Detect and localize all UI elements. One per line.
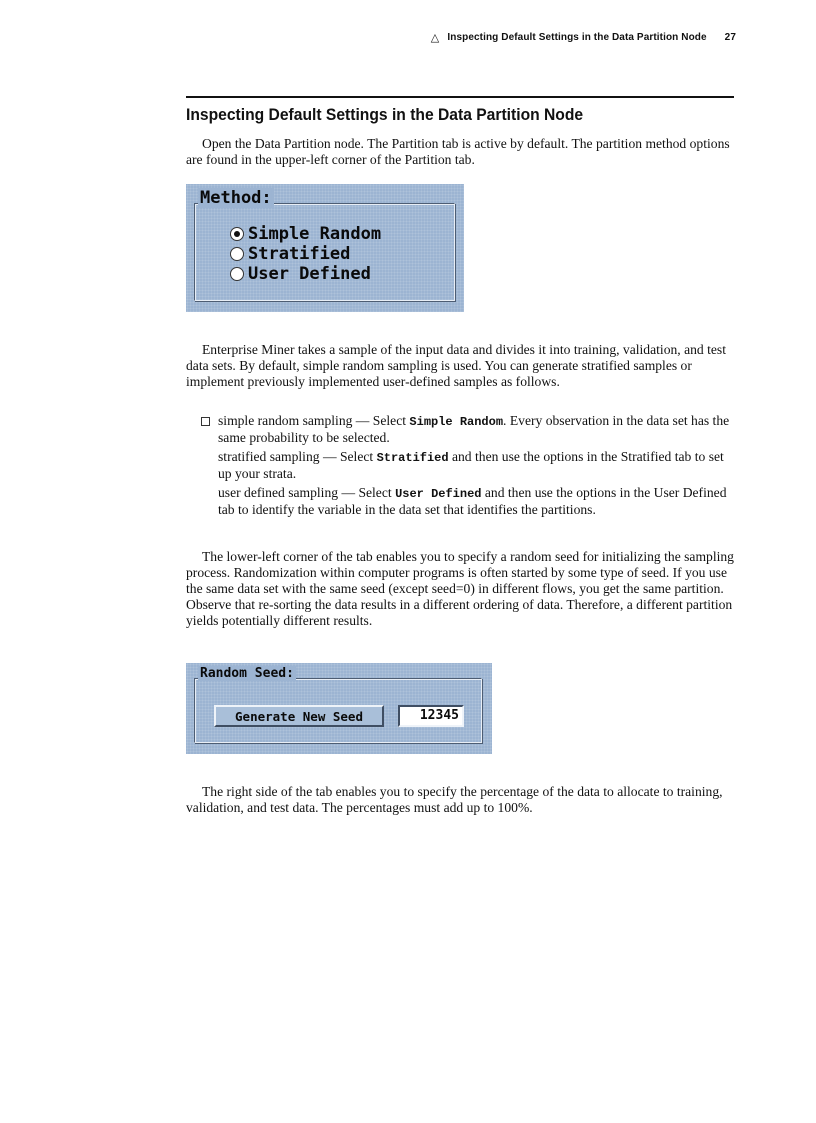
- list-item: stratified sampling — Select Stratified and then use the options in the Stratified tab to set up your strata.: [218, 449, 724, 481]
- code-term: Stratified: [376, 451, 449, 465]
- radio-label: Simple Random: [248, 224, 382, 244]
- generate-new-seed-button[interactable]: Generate New Seed: [214, 705, 384, 727]
- page-number: 27: [724, 32, 736, 43]
- sampling-list: [200, 413, 734, 521]
- running-title: Inspecting Default Settings in the Data Partition Node: [447, 32, 707, 43]
- closing-paragraph: The right side of the tab enables you to specify the percentage of the data to allocate to training, validation, and test data. The percentages must add up to 100%.: [186, 784, 723, 815]
- radio-checked-icon: [230, 227, 244, 241]
- radio-unchecked-icon: [230, 267, 244, 281]
- method-panel: [186, 184, 464, 312]
- seed-legend: Random Seed:: [200, 666, 294, 681]
- radio-unchecked-icon: [230, 247, 244, 261]
- radio-label: Stratified: [248, 244, 351, 264]
- method-legend: Method:: [200, 188, 272, 208]
- checkbox-bullet-icon: [201, 417, 210, 426]
- radio-label: User Defined: [248, 264, 371, 284]
- triangle-icon: △: [430, 32, 440, 44]
- sampling-paragraph: Enterprise Miner takes a sample of the input data and divides it into training, validation, and test data sets. By default, simple random sampling is used. You can generate stratified samples or implement previously implemented user-defined samples as follows.: [186, 342, 726, 389]
- radio-stratified[interactable]: [230, 244, 350, 264]
- code-term: User Defined: [395, 487, 482, 501]
- random-seed-panel: [186, 663, 492, 754]
- seed-input[interactable]: 12345: [398, 705, 464, 727]
- section-title: Inspecting Default Settings in the Data Partition Node: [186, 105, 584, 124]
- code-term: Simple Random: [409, 415, 504, 429]
- seed-paragraph: The lower-left corner of the tab enables you to specify a random seed for initializing the sampling process. Randomization within computer programs is often started by some type of seed. If you use the same data set with the same seed (except seed=0) in different flows, you get the same partition. Observe that re-sorting the data results in a different ordering of data. Therefore, a different partition yields potentially different results.: [186, 549, 734, 628]
- list-item: simple random sampling — Select Simple Random. Every observation in the data set has the same probability to be selected.: [200, 413, 734, 446]
- running-header: [431, 31, 736, 44]
- intro-paragraph: Open the Data Partition node. The Partition tab is active by default. The partition method options are found in the upper-left corner of the Partition tab.: [186, 136, 730, 167]
- radio-simple-random[interactable]: [230, 224, 381, 244]
- section-rule: [186, 96, 734, 98]
- radio-user-defined[interactable]: [230, 264, 371, 284]
- list-item: user defined sampling — Select User Defined and then use the options in the User Defined tab to identify the variable in the data set that identifies the partitions.: [218, 485, 727, 517]
